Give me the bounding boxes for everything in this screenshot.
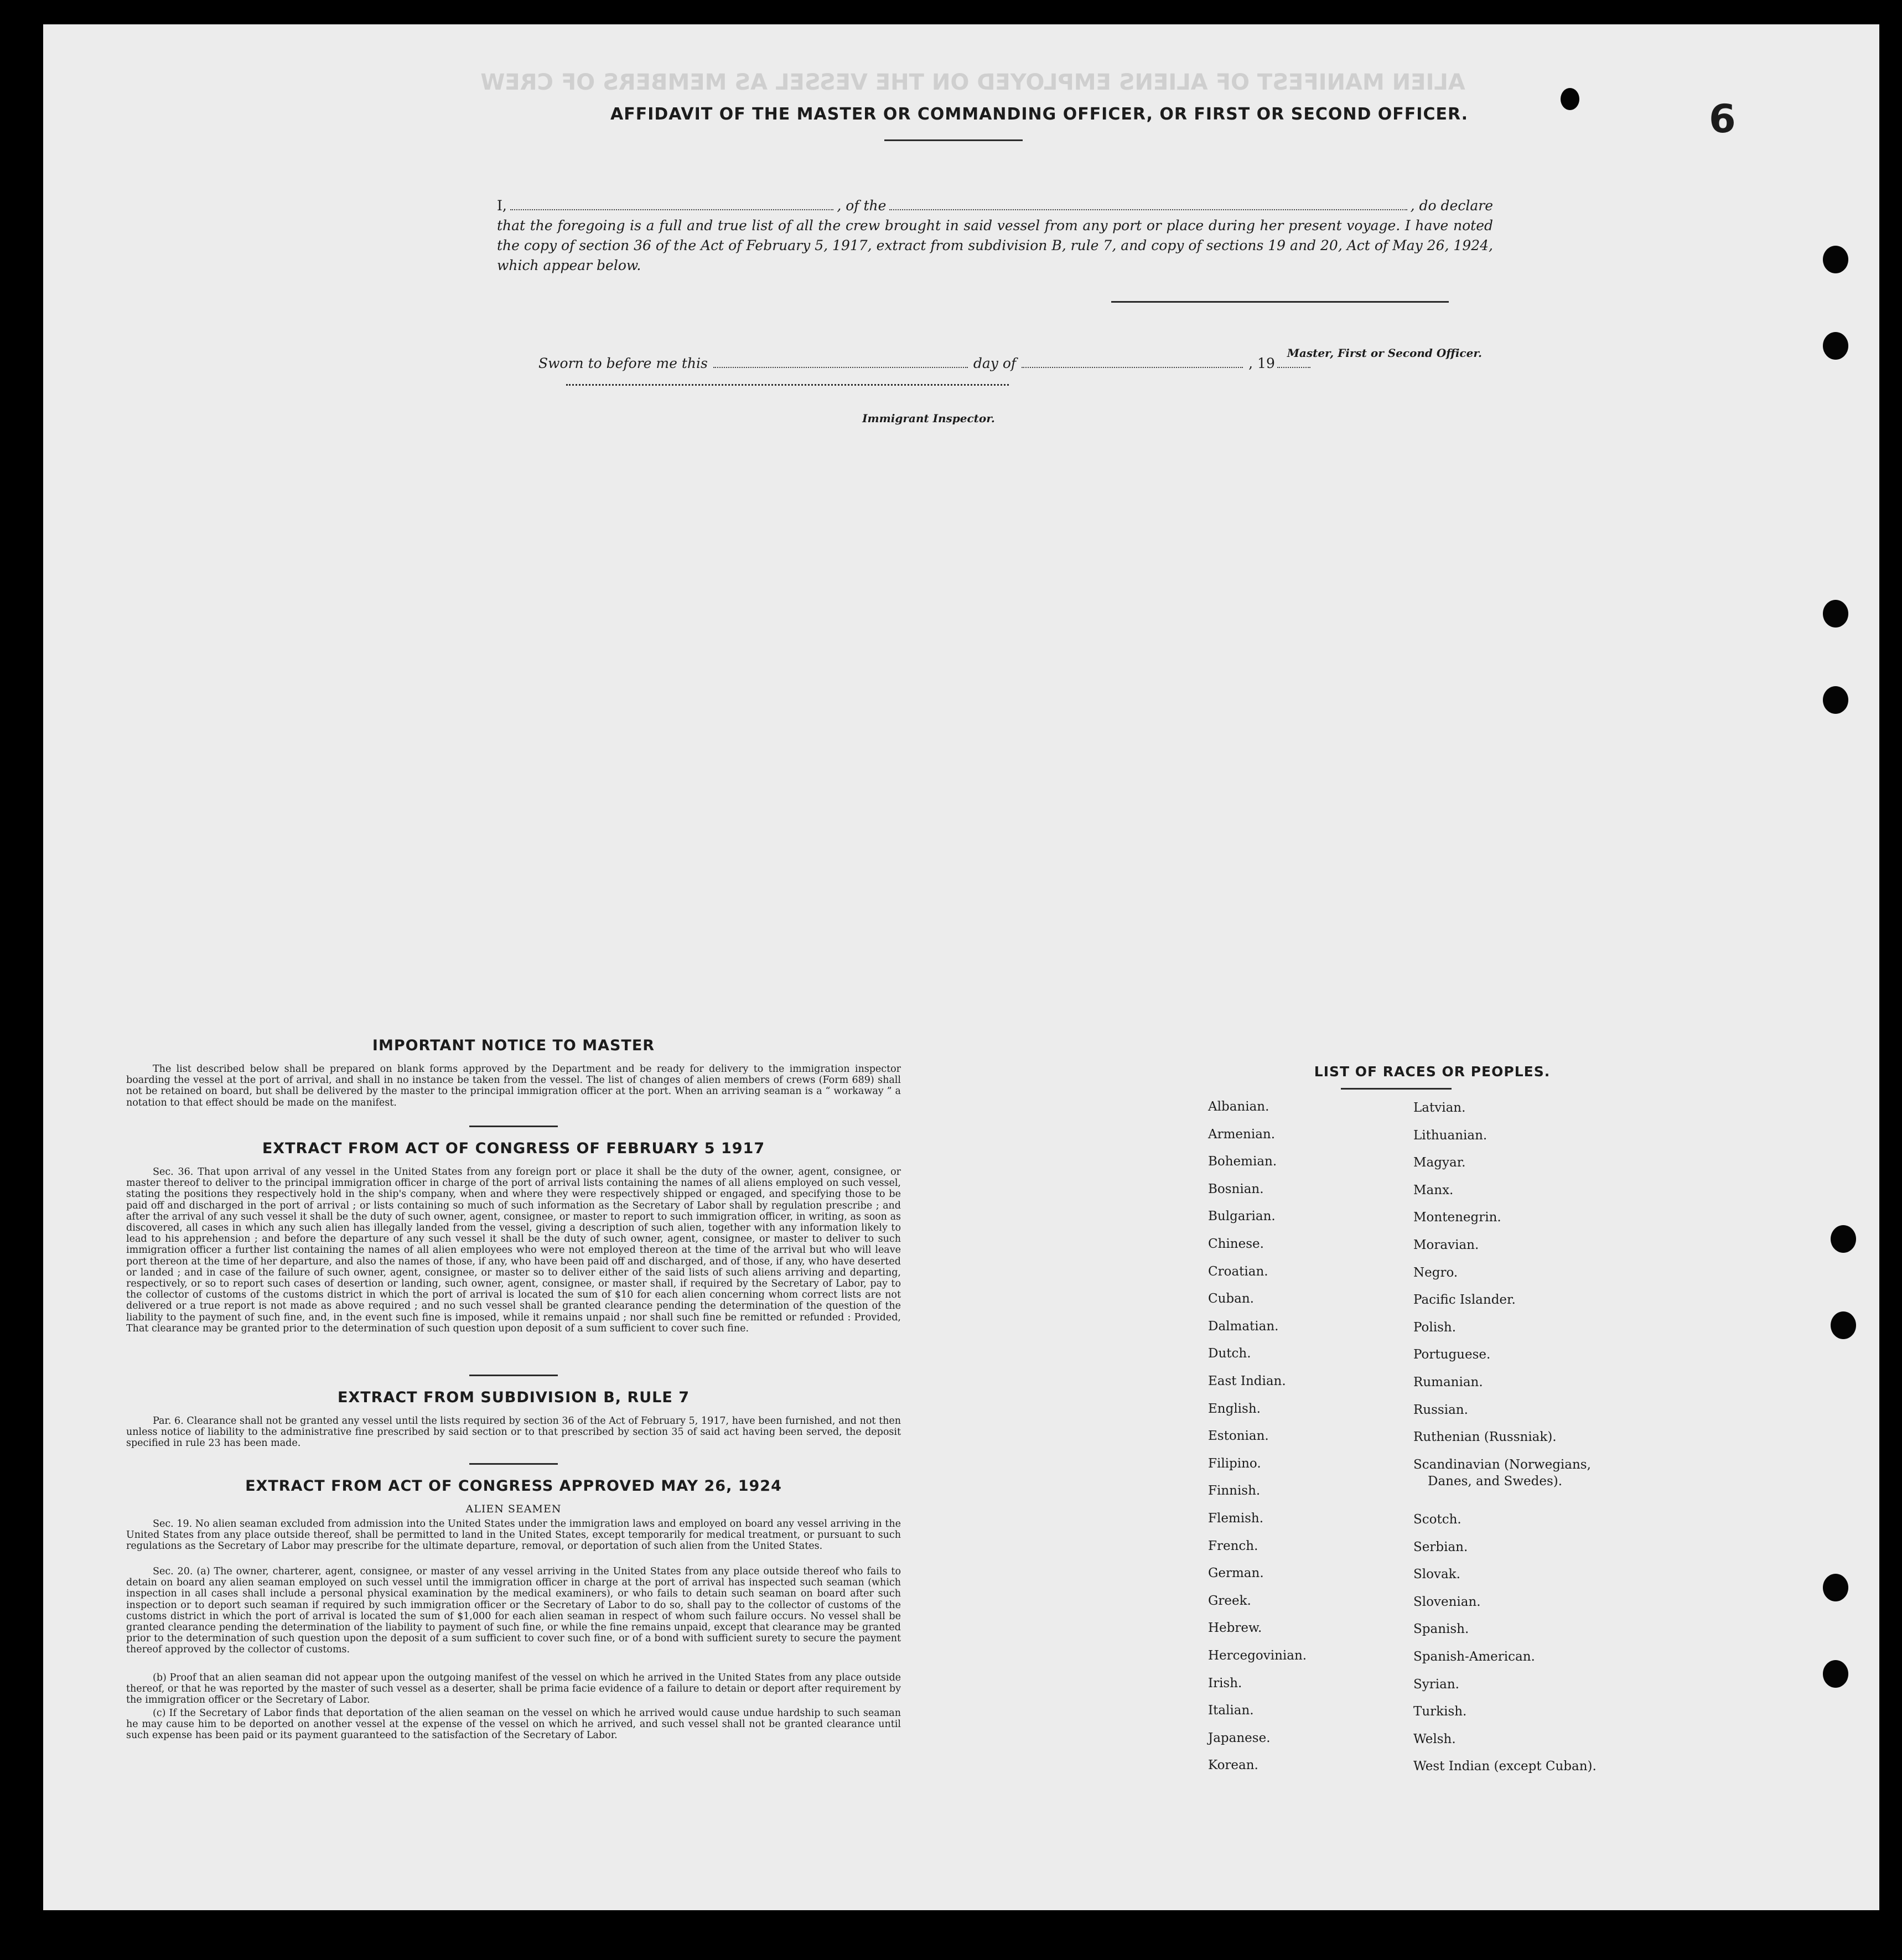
notice-body: The list described below shall be prepared on blank forms approved by the Department and be ready for delivery to the immigration inspector boarding the vessel at the port of arrival, and shall in no instance be taken from the vessel. The list of changes of alien members of crews (Form 689) shall not be retained on board, but shall be delivered by the master to the principal immigration officer at the port. When an arriving seaman is a “ workaway ” a notation to that effect should be made on the manifest. — [126, 1064, 901, 1108]
race-item: Estonian. — [1208, 1429, 1269, 1444]
binder-hole — [1823, 1574, 1848, 1601]
race-item: Italian. — [1208, 1703, 1254, 1718]
race-item: Irish. — [1208, 1676, 1242, 1691]
notice-rule — [469, 1126, 558, 1127]
race-item: English. — [1208, 1401, 1261, 1416]
binder-hole — [1823, 600, 1848, 628]
race-item: Slovenian. — [1413, 1594, 1481, 1609]
race-item: Albanian. — [1208, 1100, 1269, 1114]
name-blank[interactable] — [510, 198, 834, 210]
race-item: Spanish. — [1413, 1622, 1469, 1637]
bleed-through-title: ALIEN MANIFEST OF ALIENS EMPLOYED ON THE VESSEL AS MEMBERS OF CREW — [480, 70, 1465, 95]
binder-hole — [1823, 1660, 1848, 1688]
declare-end: , do declare — [1410, 198, 1493, 214]
race-item: Greek. — [1208, 1593, 1251, 1608]
signature-line[interactable] — [1111, 301, 1449, 303]
page-number: 6 — [1709, 96, 1736, 142]
races-title: LIST OF RACES OR PEOPLES. — [1314, 1064, 1551, 1080]
binder-hole — [1823, 246, 1848, 273]
races-title-rule — [1341, 1088, 1452, 1090]
rule7-rule — [469, 1463, 558, 1465]
race-item: West Indian (except Cuban). — [1413, 1759, 1597, 1774]
declare-start: I, — [497, 198, 507, 214]
binder-hole — [1561, 88, 1579, 110]
sworn-line — [538, 355, 1313, 371]
race-item: Hercegovinian. — [1208, 1648, 1307, 1663]
race-item: German. — [1208, 1566, 1264, 1581]
affidavit-title: AFFIDAVIT OF THE MASTER OR COMMANDING OFFICER, OR FIRST OR SECOND OFFICER. — [610, 105, 1469, 124]
race-item: Russian. — [1413, 1402, 1468, 1417]
notice-title: IMPORTANT NOTICE TO MASTER — [372, 1037, 655, 1054]
binder-hole — [1823, 686, 1848, 714]
race-item: Hebrew. — [1208, 1621, 1262, 1636]
extract-1924-sec20b: (b) Proof that an alien seaman did not appear upon the outgoing manifest of the vessel on which he arrived in the United States from any place outside thereof, or that he was reported by the master of such vessel as a deserter, shall be prima facie evidence of a failure to detain or deport after requirement by the immigration officer or the Secretary of Labor. — [126, 1672, 901, 1706]
race-item: Croatian. — [1208, 1264, 1268, 1279]
race-item: Bulgarian. — [1208, 1209, 1276, 1224]
race-item: French. — [1208, 1538, 1258, 1553]
race-item: Flemish. — [1208, 1511, 1264, 1526]
race-item: Lithuanian. — [1413, 1128, 1488, 1143]
race-item: Ruthenian (Russniak). — [1413, 1430, 1557, 1445]
extract-1924-title: EXTRACT FROM ACT OF CONGRESS APPROVED MAY 26, 1924 — [245, 1477, 782, 1495]
affidavit-statement: that the foregoing is a full and true list of all the crew brought in said vessel from any port or place during her present voyage. I have noted the copy of section 36 of the Act of February 5, 1917, extract from subdivision B, rule 7, and copy of sections 19 and 20, Act of May 26, 1924, which appear below. — [497, 217, 1493, 273]
sworn-year-blank[interactable] — [1277, 356, 1310, 368]
race-item: Pacific Islander. — [1413, 1293, 1516, 1308]
race-item: Scotch. — [1413, 1512, 1462, 1527]
affidavit-title-rule — [884, 139, 1023, 141]
race-item: Bosnian. — [1208, 1181, 1264, 1196]
race-item: Syrian. — [1413, 1677, 1459, 1692]
sworn-year: , 19 — [1248, 355, 1275, 371]
race-item: Bohemian. — [1208, 1154, 1277, 1169]
race-item: Latvian. — [1413, 1101, 1466, 1115]
race-item: Portuguese. — [1413, 1347, 1491, 1362]
affidavit-declaration — [497, 196, 1493, 276]
race-item: Dalmatian. — [1208, 1319, 1279, 1334]
sworn-month-blank[interactable] — [1022, 356, 1243, 368]
race-item: Turkish. — [1413, 1704, 1467, 1719]
race-item: Scandinavian (Norwegians, — [1413, 1457, 1591, 1472]
sworn-prefix: Sworn to before me this — [538, 355, 708, 371]
declare-of: , of the — [837, 198, 887, 214]
binder-hole — [1823, 332, 1848, 360]
signature-label: Master, First or Second Officer. — [1287, 346, 1482, 360]
race-item: Cuban. — [1208, 1292, 1254, 1306]
race-item-continuation: Danes, and Swedes). — [1428, 1474, 1563, 1489]
race-item: Rumanian. — [1413, 1375, 1483, 1389]
race-item: Manx. — [1413, 1183, 1454, 1197]
vessel-blank[interactable] — [889, 198, 1407, 210]
binder-hole — [1831, 1225, 1856, 1253]
race-item: Slovak. — [1413, 1567, 1460, 1582]
sworn-date-blank[interactable] — [713, 356, 968, 368]
document-sheet — [43, 24, 1879, 1910]
race-item: Chinese. — [1208, 1237, 1264, 1251]
extract-1924-sec20c: (c) If the Secretary of Labor finds that deportation of the alien seaman on the vessel on which he arrived would cause undue hardship to such seaman he may cause him to be deported on another vessel at the expense of the vessel on which he arrived, and such vessel shall not be granted clearance until such expense has been paid or its payment guaranteed to the satisfaction of the Secretary of Labor. — [126, 1708, 901, 1741]
race-item: Welsh. — [1413, 1731, 1456, 1746]
extract-1917-body: Sec. 36. That upon arrival of any vessel in the United States from any foreign port or place it shall be the duty of the owner, agent, consignee, or master thereof to deliver to the principal immigration officer in charge of the port of arrival lists containing the names of all aliens employed on such vessel, stating the positions they respectively hold in the ship's company, when and where they were respectively shipped or engaged, and specifying those to be paid off and discharged in the port of arrival ; or lists containing so much of such information as the Secretary of Labor shall by regulation prescribe ; and after the arrival of any such vessel it shall be the duty of such owner, agent, consignee, or master to report to such immigration officer, in writing, as soon as discovered, all cases in which any such alien has illegally landed from the vessel, giving a description of such alien, together with any information likely to lead to his apprehension ; and before the departure of any such vessel it shall be the duty of such owner, agent, consignee, or master to deliver to such immigration officer a further list containing the names of all alien employees who were not employed thereon at the time of the arrival but who will leave port thereon at the time of her departure, and also the names of those, if any, who have been paid off and discharged, and of those, if any, who have deserted or landed ; and in case of the failure of such owner, agent, consignee, or master so to deliver either of the said lists of such aliens arriving and departing, respectively, or so to report such cases of desertion or landing, such owner, agent, consignee, or master shall, if required by the Secretary of Labor, pay to the collector of customs of the customs district in which the port of arrival is located the sum of $10 for each alien concerning whom correct lists are not delivered or a true report is not made as above required ; and no such vessel shall be granted clearance pending the determination of the question of the liability to the payment of such fine, and, in the event such fine is imposed, while it remains unpaid ; nor shall such fine be remitted or refunded : Provided, That clearance may be granted prior to the determination of such question upon deposit of a sum sufficient to cover such fine. — [126, 1166, 901, 1334]
extract-1924-sec20a: Sec. 20. (a) The owner, charterer, agent, consignee, or master of any vessel arriving in the United States from any place outside thereof who fails to detain on board any alien seaman employed on such vessel until the immigration officer in charge at the port of arrival has inspected such seaman (which inspection in all cases shall include a personal physical examination by the medical examiners), or who fails to detain such seaman on board after such inspection or to deport such seaman if required by such immigration officer or the Secretary of Labor to do so, shall pay to the collector of customs of the customs district in which the port of arrival is located the sum of $1,000 for each alien seaman in respect of whom such failure occurs. No vessel shall be granted clearance pending the determination of the liability to payment of such fine, or while the fine remains unpaid, except that clearance may be granted prior to the determination of such question upon the deposit of a sum sufficient to cover such fine, or of a bond with sufficient surety to secure the payment thereof approved by the collector of customs. — [126, 1566, 901, 1656]
race-item: Polish. — [1413, 1320, 1457, 1335]
race-item: Montenegrin. — [1413, 1210, 1501, 1225]
race-item: Korean. — [1208, 1758, 1258, 1773]
race-item: Negro. — [1413, 1265, 1458, 1280]
race-item: Serbian. — [1413, 1539, 1468, 1554]
rule7-body: Par. 6. Clearance shall not be granted any vessel until the lists required by section 36 of the Act of February 5, 1917, have been furnished, and not then unless notice of liability to the administrative fine prescribed by said section or to that prescribed by section 35 of said act having been served, the deposit specified in rule 23 has been made. — [126, 1415, 901, 1449]
race-item: Dutch. — [1208, 1346, 1251, 1361]
race-item: Spanish-American. — [1413, 1650, 1535, 1664]
sworn-day: day of — [973, 355, 1017, 371]
race-item: Japanese. — [1208, 1730, 1271, 1745]
extract-1924-subtitle: ALIEN SEAMEN — [465, 1503, 562, 1515]
race-item: Filipino. — [1208, 1456, 1261, 1471]
race-item: East Indian. — [1208, 1374, 1286, 1388]
inspector-signature-line[interactable] — [566, 384, 1009, 386]
extract-1917-rule — [469, 1375, 558, 1376]
race-item: Moravian. — [1413, 1238, 1479, 1252]
binder-hole — [1831, 1311, 1856, 1339]
extract-1917-title: EXTRACT FROM ACT OF CONGRESS OF FEBRUARY 5 1917 — [262, 1140, 765, 1157]
race-item: Armenian. — [1208, 1127, 1276, 1142]
race-item: Finnish. — [1208, 1484, 1261, 1498]
inspector-label: Immigrant Inspector. — [862, 412, 995, 425]
extract-1924-sec19: Sec. 19. No alien seaman excluded from admission into the United States under the immigration laws and employed on board any vessel arriving in the United States from any place outside thereof, shall be permitted to land in the United States, except temporarily for medical treatment, or pursuant to such regulations as the Secretary of Labor may prescribe for the ultimate departure, removal, or deportation of such alien from the United States. — [126, 1518, 901, 1552]
rule7-title: EXTRACT FROM SUBDIVISION B, RULE 7 — [337, 1389, 690, 1406]
race-item: Magyar. — [1413, 1155, 1466, 1170]
